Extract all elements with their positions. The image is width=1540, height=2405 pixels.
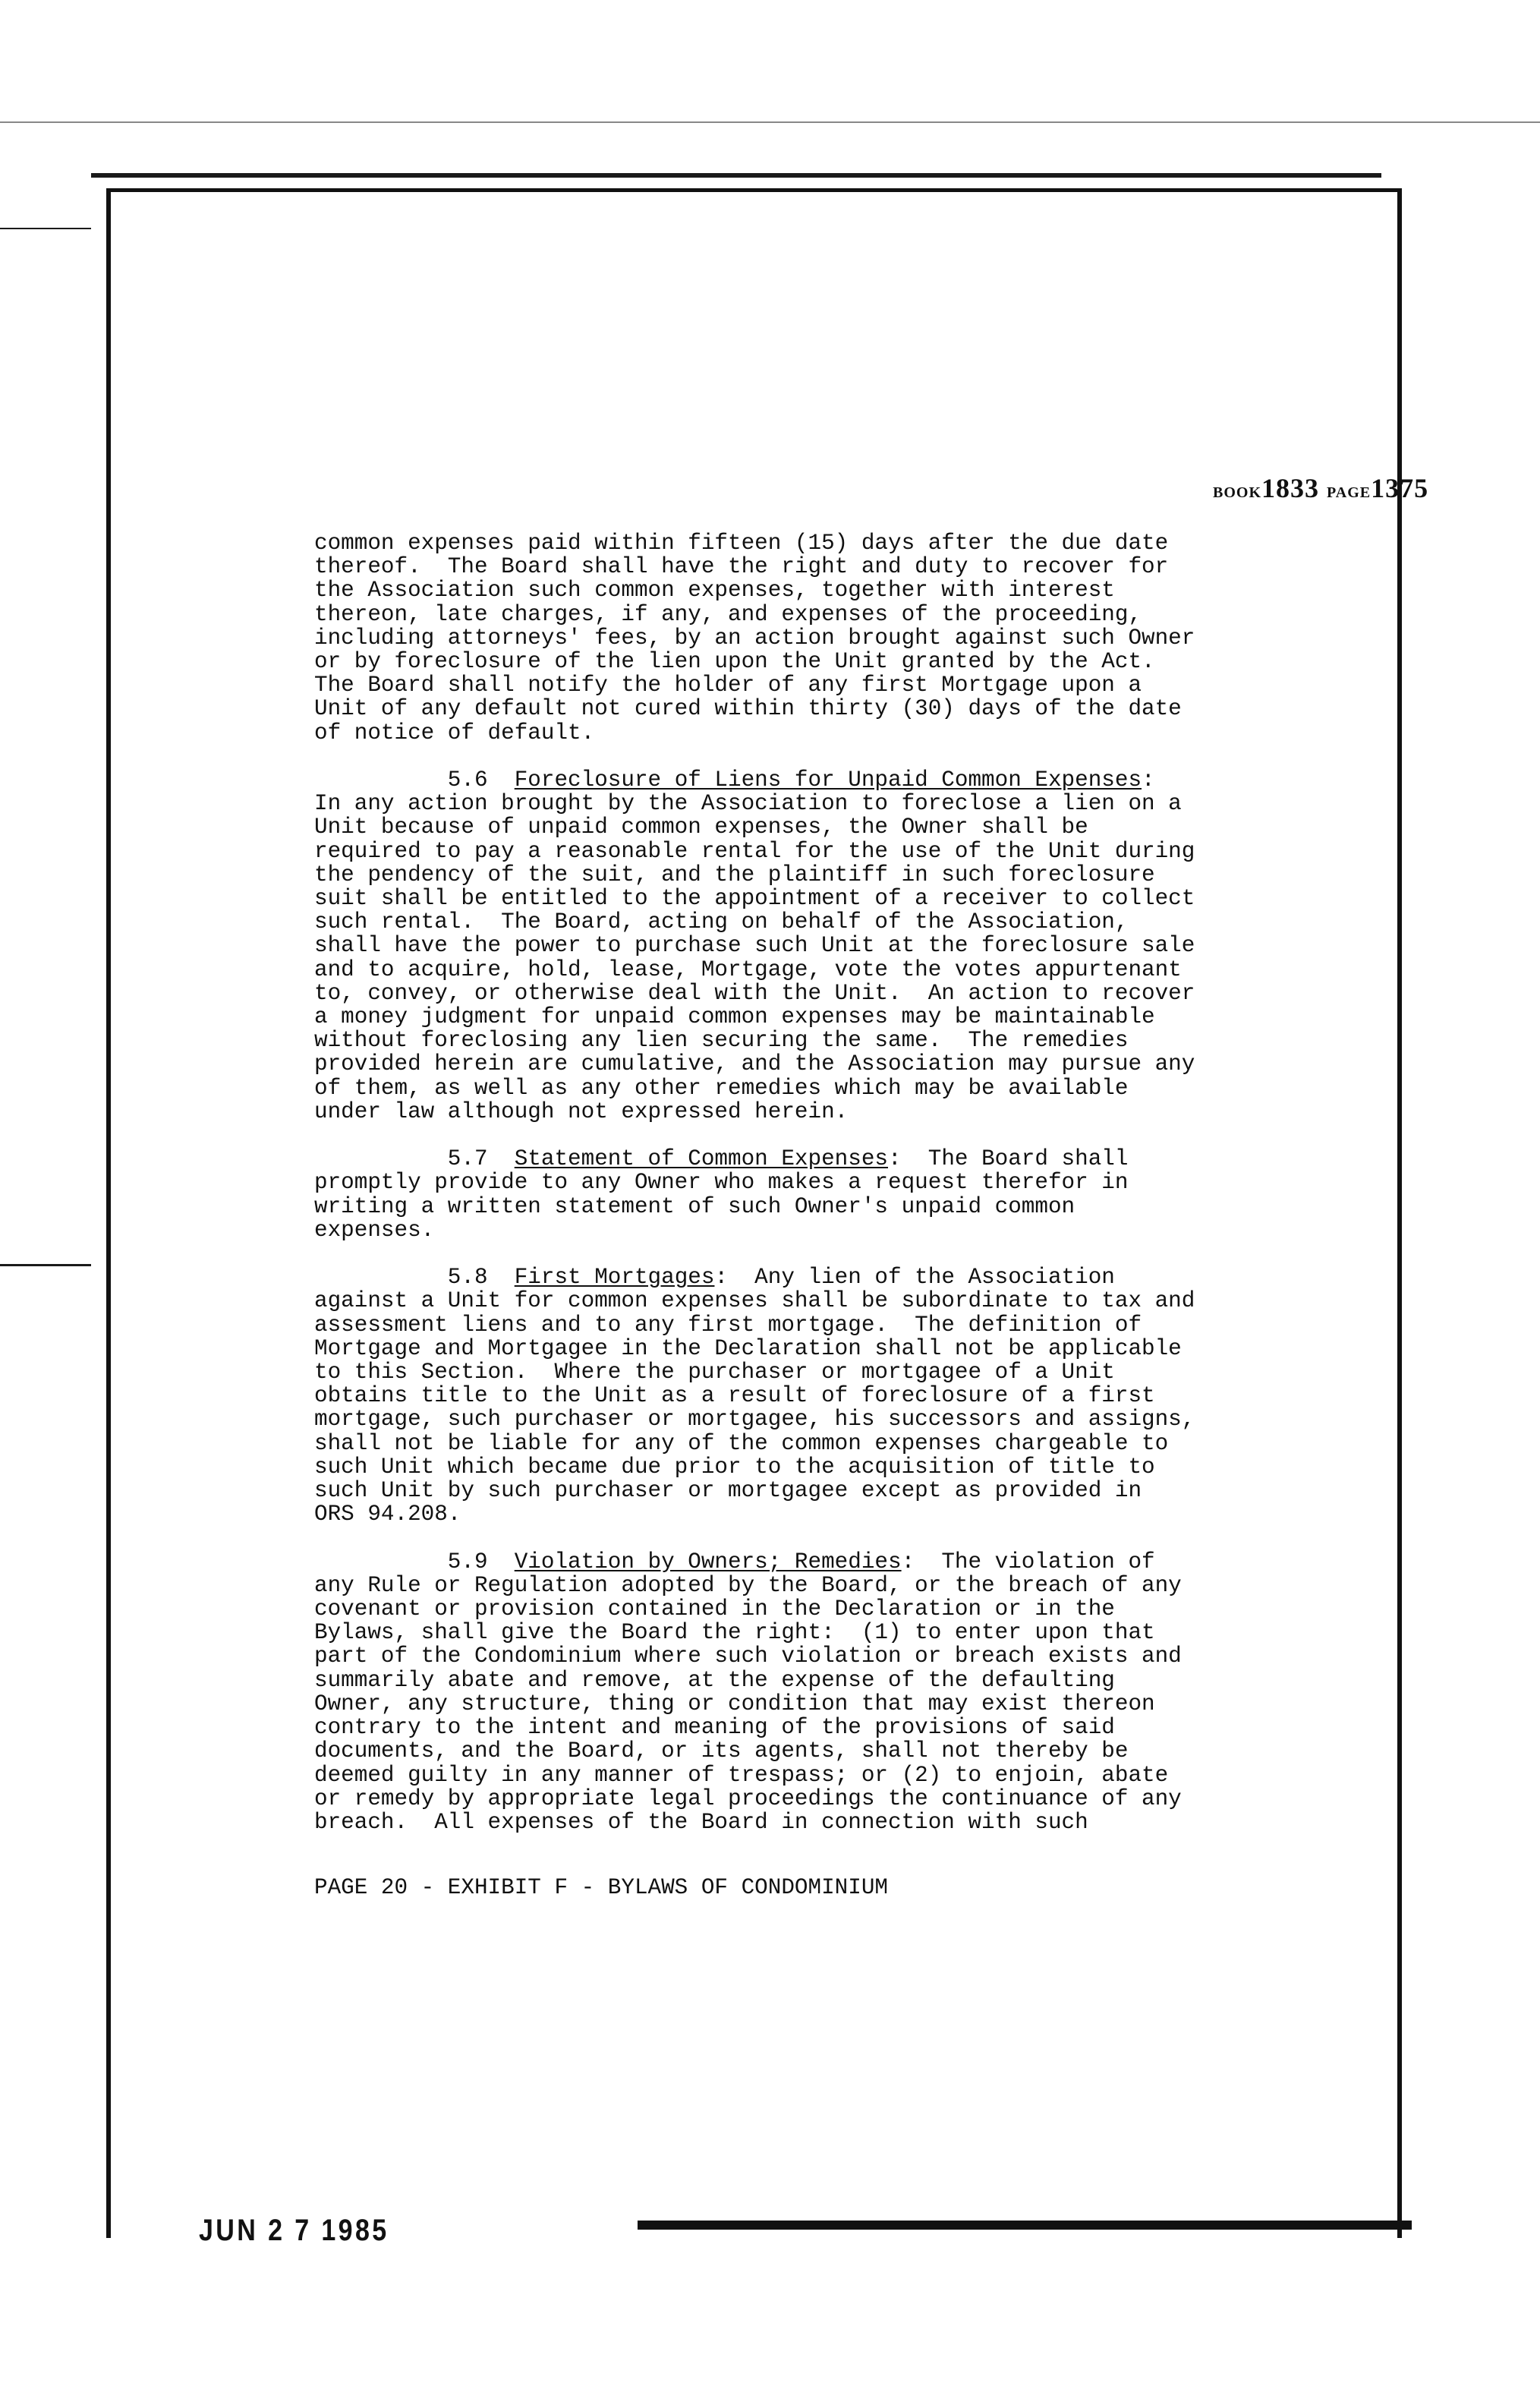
text-line: to this Section. Where the purchaser or mortgagee of a Unit — [314, 1360, 1115, 1385]
text-line: of notice of default. — [314, 720, 595, 745]
scan-left-tab — [0, 1264, 91, 1266]
text-line: such Unit by such purchaser or mortgagee except as provided in — [314, 1478, 1142, 1504]
text-line: Unit because of unpaid common expenses, the Owner shall be — [314, 815, 1088, 840]
scan-top-line — [0, 121, 1540, 123]
text-line: shall have the power to purchase such Unit at the foreclosure sale — [314, 933, 1195, 959]
section-number: 5.6 — [314, 768, 515, 793]
text-line: summarily abate and remove, at the expense of the defaulting — [314, 1667, 1115, 1693]
section-5-7 — [314, 1147, 1255, 1242]
text-line: obtains title to the Unit as a result of foreclosure of a first — [314, 1383, 1155, 1409]
date-stamp: JUN 2 7 1985 — [199, 2214, 389, 2247]
text-line: including attorneys' fees, by an action brought against such Owner — [314, 625, 1195, 651]
section-title: Violation by Owners; Remedies — [514, 1549, 902, 1574]
section-heading-line — [314, 1266, 1255, 1289]
section-heading-line — [314, 1550, 1255, 1574]
text-line: required to pay a reasonable rental for the use of the Unit during — [314, 838, 1195, 864]
section-5-8 — [314, 1266, 1255, 1526]
section-number: 5.7 — [314, 1146, 515, 1172]
text-line: Unit of any default not cured within thirty (30) days of the date — [314, 696, 1182, 722]
section-number: 5.8 — [314, 1265, 515, 1291]
text-line: and to acquire, hold, lease, Mortgage, vote the votes appurtenant — [314, 957, 1182, 982]
text-line: mortgage, such purchaser or mortgagee, his successors and assigns, — [314, 1407, 1195, 1433]
section-heading-rest: : Any lien of the Association — [714, 1265, 1115, 1291]
section-heading-rest: : The violation of — [901, 1549, 1155, 1574]
page-label: PAGE — [1327, 484, 1372, 501]
text-line: documents, and the Board, or its agents, shall not thereby be — [314, 1738, 1129, 1764]
text-line: or remedy by appropriate legal proceedings the continuance of any — [314, 1786, 1182, 1811]
text-line: Mortgage and Mortgagee in the Declaration shall not be applicable — [314, 1335, 1182, 1361]
section-title: Foreclosure of Liens for Unpaid Common Expenses — [514, 768, 1142, 793]
text-line: expenses. — [314, 1217, 435, 1243]
text-line: The Board shall notify the holder of any first Mortgage upon a — [314, 673, 1142, 698]
text-line: covenant or provision contained in the Declaration or in the — [314, 1597, 1115, 1622]
text-line: promptly provide to any Owner who makes a request therefor in — [314, 1170, 1129, 1196]
section-number: 5.9 — [314, 1549, 515, 1574]
scan-left-mark — [0, 228, 91, 229]
section-heading-line — [314, 1147, 1255, 1171]
section-5-6 — [314, 768, 1255, 1124]
text-line: assessment liens and to any first mortgage. The definition of — [314, 1312, 1142, 1338]
scan-dark-band — [91, 173, 1381, 178]
text-line: thereon, late charges, if any, and expenses of the proceeding, — [314, 601, 1142, 627]
section-5-9 — [314, 1550, 1255, 1834]
text-line: the Association such common expenses, together with interest — [314, 578, 1115, 604]
section-heading-line — [314, 768, 1255, 792]
text-line: without foreclosing any lien securing the same. The remedies — [314, 1028, 1129, 1054]
text-line: of them, as well as any other remedies which may be available — [314, 1075, 1129, 1101]
text-line: thereof. The Board shall have the right and duty to recover for — [314, 554, 1169, 580]
bottom-frame-bar — [638, 2221, 1412, 2230]
text-line: against a Unit for common expenses shall be subordinate to tax and — [314, 1288, 1195, 1314]
text-line: provided herein are cumulative, and the Association may pursue any — [314, 1051, 1195, 1077]
text-line: to, convey, or otherwise deal with the Unit. An action to recover — [314, 980, 1195, 1006]
text-line: or by foreclosure of the lien upon the Unit granted by the Act. — [314, 649, 1155, 675]
text-line: Bylaws, shall give the Board the right: (1) to enter upon that — [314, 1620, 1155, 1646]
book-label: BOOK — [1213, 484, 1262, 501]
text-line: such Unit which became due prior to the acquisition of title to — [314, 1454, 1155, 1480]
section-title: First Mortgages — [514, 1265, 715, 1291]
text-line: Owner, any structure, thing or condition that may exist thereon — [314, 1691, 1155, 1716]
book-page-header — [1213, 472, 1486, 504]
text-line: shall not be liable for any of the common expenses chargeable to — [314, 1430, 1169, 1456]
text-line: part of the Condominium where such violation or breach exists and — [314, 1644, 1182, 1669]
text-line: ORS 94.208. — [314, 1502, 461, 1527]
section-continuation — [314, 531, 1255, 745]
section-heading-rest: : — [1142, 768, 1155, 793]
text-line: suit shall be entitled to the appointment of a receiver to collect — [314, 886, 1195, 912]
text-line: under law although not expressed herein. — [314, 1098, 849, 1124]
text-line: writing a written statement of such Owner's unpaid common — [314, 1193, 1075, 1219]
text-line: the pendency of the suit, and the plaintiff in such foreclosure — [314, 862, 1155, 887]
document-body — [314, 531, 1255, 1858]
text-line: any Rule or Regulation adopted by the Board, or the breach of any — [314, 1572, 1182, 1598]
text-line: deemed guilty in any manner of trespass; or (2) to enjoin, abate — [314, 1762, 1169, 1788]
section-heading-rest: : The Board shall — [888, 1146, 1129, 1172]
text-line: such rental. The Board, acting on behalf of the Association, — [314, 909, 1129, 935]
text-line: contrary to the intent and meaning of the provisions of said — [314, 1715, 1115, 1741]
page-number: 1375 — [1371, 473, 1429, 503]
text-line: a money judgment for unpaid common expenses may be maintainable — [314, 1004, 1155, 1030]
text-line: common expenses paid within fifteen (15) days after the due date — [314, 531, 1169, 556]
text-line: In any action brought by the Association to foreclose a lien on a — [314, 791, 1182, 817]
page-footer: PAGE 20 - EXHIBIT F - BYLAWS OF CONDOMINIUM — [314, 1875, 888, 1900]
section-title: Statement of Common Expenses — [514, 1146, 888, 1172]
text-line: breach. All expenses of the Board in connection with such — [314, 1809, 1088, 1835]
book-number: 1833 — [1261, 473, 1320, 503]
